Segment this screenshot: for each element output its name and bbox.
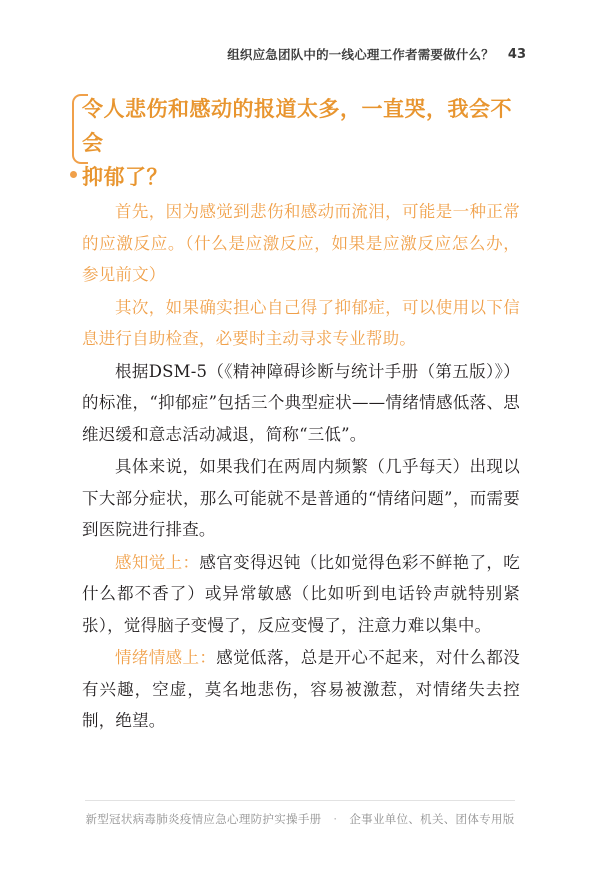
header-page-number: 43 — [507, 46, 526, 62]
page-footer — [0, 800, 600, 827]
paragraph-5-segment-2: 感官变得迟钝（比如觉得色彩不鲜艳了，吃什么都不香了）或异常敏感（比如听到电话铃声就特别紧张），觉得脑子变慢了，反应变慢了，注意力难以集中。 — [82, 552, 520, 635]
footer-edition: 企事业单位、机关、团体专用版 — [349, 812, 515, 826]
paragraph-3 — [82, 356, 520, 451]
paragraph-2 — [82, 292, 520, 355]
question-heading-block — [82, 92, 522, 194]
paragraph-2-segment-1: 其次，如果确实担心自己得了抑郁症，可以使用以下信息进行自助检查，必要时主动寻求专业帮助。 — [82, 297, 520, 348]
paragraph-5 — [82, 547, 520, 642]
footer-separator: · — [333, 812, 338, 826]
footer-divider — [85, 800, 515, 801]
decorative-bracket — [72, 94, 88, 164]
symptom-label-perception: 感知觉上： — [115, 552, 200, 572]
paragraph-3-segment-1: 根据DSM-5（《精神障碍诊断与统计手册（第五版）》）的标准，“抑郁症”包括三个典型症状——情绪情感低落、思维迟缓和意志活动减退，简称“三低”。 — [82, 361, 520, 444]
footer-book-title: 新型冠状病毒肺炎疫情应急心理防护实操手册 — [85, 812, 322, 826]
paragraph-1 — [82, 196, 520, 291]
symptom-label-emotion: 情绪情感上： — [115, 648, 217, 667]
body-content — [82, 196, 520, 738]
paragraph-1-segment-2: （什么是应激反应，如果是应激反应怎么办，参见前文） — [82, 233, 520, 284]
question-heading-line-1: 令人悲伤和感动的报道太多，一直哭，我会不会 — [82, 96, 512, 155]
question-heading-line-2: 抑郁了？ — [82, 164, 168, 189]
paragraph-4 — [82, 451, 520, 546]
paragraph-6-segment-2: 感觉低落，总是开心不起来，对什么都没有兴趣，空虚，莫名地悲伤，容易被激惹，对情绪失去控制，绝望。 — [82, 648, 520, 730]
footer-text — [0, 811, 600, 827]
paragraph-4-segment-1: 具体来说，如果我们在两周内频繁（几乎每天）出现以下大部分症状，那么可能就不是普通的“情绪问题”，而需要到医院进行排查。 — [82, 457, 520, 539]
header-chapter-title: 组织应急团队中的一线心理工作者需要做什么？ — [227, 47, 494, 62]
paragraph-6 — [82, 642, 520, 737]
page-header — [0, 44, 600, 64]
paragraph-1-segment-1: 首先，因为感觉到悲伤和感动而流泪，可能是一种正常的应激反应。 — [82, 202, 520, 253]
